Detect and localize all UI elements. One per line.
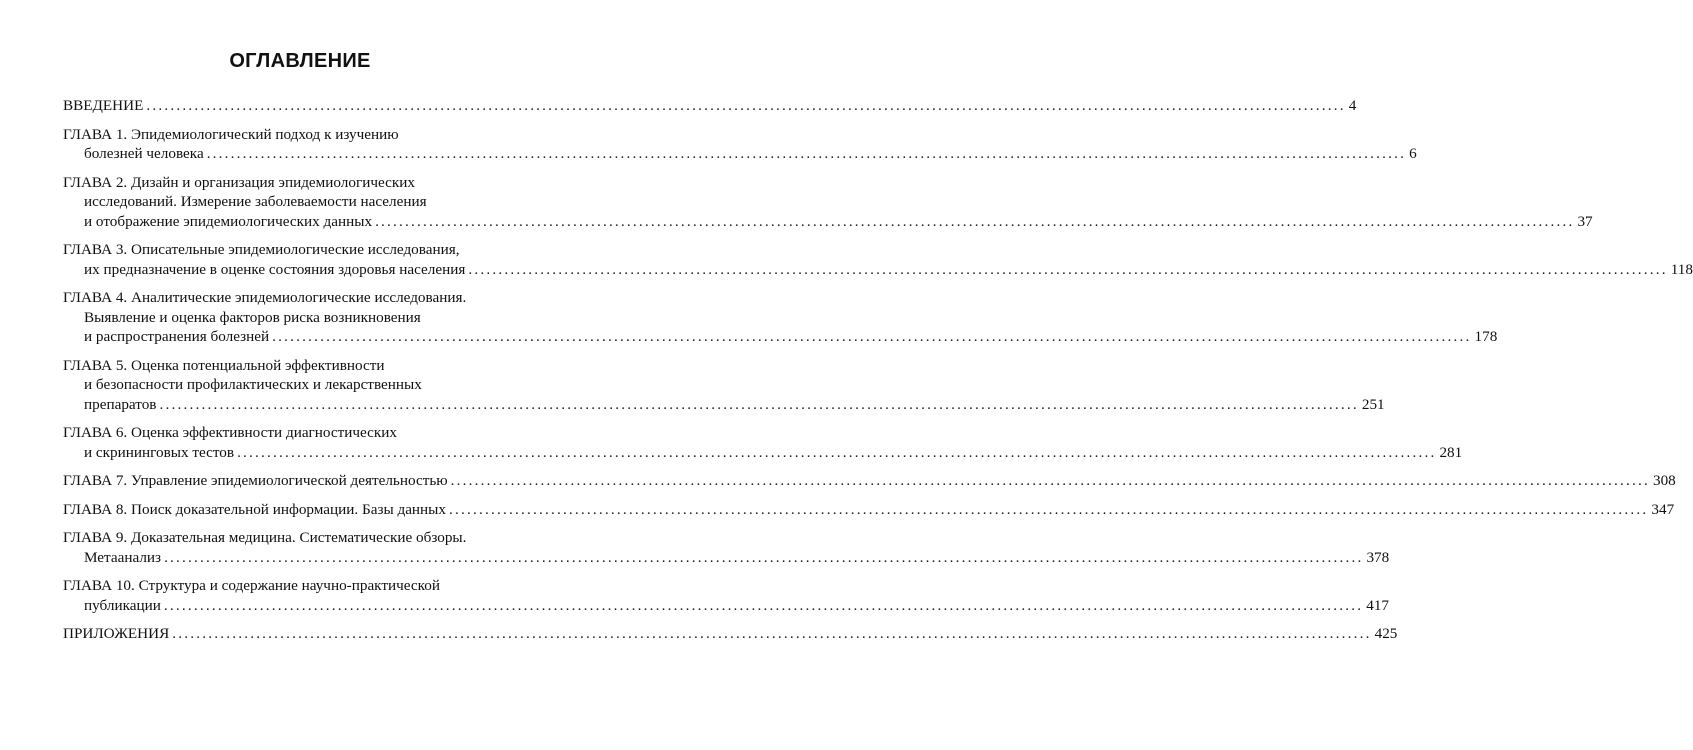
toc-entry [63, 624, 1398, 644]
toc-entry [63, 423, 1463, 462]
toc-line [63, 125, 518, 145]
toc-entry [63, 471, 1676, 491]
toc-entry [63, 576, 1390, 615]
toc-line [63, 260, 1693, 280]
dot-leader: ........................................................................................................................................................................................................ [272, 328, 1472, 345]
toc-entry [63, 528, 1390, 567]
dot-leader: ........................................................................................................................................................................................................ [449, 500, 1649, 518]
toc-line [63, 443, 1463, 463]
toc-line [63, 395, 1385, 415]
toc-page-number: 378 [1366, 548, 1390, 566]
toc-line-text: ГЛАВА 3. Описательные эпидемиологические исследования, [63, 241, 460, 258]
toc-line-text: ГЛАВА 8. Поиск доказательной информации. Базы данных [63, 500, 446, 518]
toc-page-number: 4 [1348, 97, 1357, 114]
dot-leader: ........................................................................................................................................................................................................ [468, 260, 1668, 278]
toc-line [63, 173, 518, 193]
dot-leader: ........................................................................................................................................................................................................ [163, 596, 1364, 614]
toc-line-text: ПРИЛОЖЕНИЯ [63, 625, 170, 642]
toc-page-number: 6 [1409, 145, 1417, 162]
toc-entry [63, 500, 1675, 520]
toc-entry [63, 125, 1417, 164]
toc-page-number: 251 [1361, 395, 1385, 413]
dot-leader: ........................................................................................................................................................................................................ [146, 97, 1346, 114]
dot-leader: ........................................................................................................................................................................................................ [164, 548, 1364, 566]
toc-line [63, 308, 518, 328]
toc-line [63, 356, 518, 376]
toc-line [63, 327, 1498, 347]
toc-line [63, 596, 1390, 616]
toc-line [63, 500, 1675, 520]
toc-line-text: ГЛАВА 6. Оценка эффективности диагностических [63, 424, 397, 441]
toc-line-text: ГЛАВА 4. Аналитические эпидемиологические исследования. [63, 289, 467, 306]
dot-leader: ........................................................................................................................................................................................................ [159, 395, 1359, 413]
toc-line [63, 144, 1417, 164]
toc-page-number: 118 [1670, 260, 1693, 278]
toc-line-text: ГЛАВА 5. Оценка потенциальной эффективности [63, 356, 385, 374]
toc-title: ОГЛАВЛЕНИЕ [229, 50, 371, 72]
toc-line-text: препаратов [84, 395, 157, 413]
toc-line-text: ВВЕДЕНИЕ [63, 97, 144, 114]
toc-page-number: 37 [1577, 212, 1593, 230]
toc-line-text: болезней человека [84, 145, 204, 162]
toc-page-number: 425 [1374, 625, 1398, 642]
toc-line-text: ГЛАВА 1. Эпидемиологический подход к изучению [63, 125, 399, 143]
toc-line-text: ГЛАВА 7. Управление эпидемиологической деятельностью [63, 472, 448, 489]
toc-line [63, 471, 1676, 491]
dot-leader: ........................................................................................................................................................................................................ [206, 145, 1407, 162]
dot-leader: ........................................................................................................................................................................................................ [237, 443, 1437, 461]
toc-line [63, 528, 518, 548]
toc-line [63, 240, 518, 260]
toc-line [63, 624, 1398, 644]
toc-line-text: и безопасности профилактических и лекарственных [84, 376, 422, 393]
toc-line-text: ГЛАВА 9. Доказательная медицина. Систематические обзоры. [63, 529, 467, 546]
toc-line-text: исследований. Измерение заболеваемости населения [84, 193, 427, 210]
toc-line [63, 375, 518, 395]
toc-page-number: 178 [1474, 328, 1498, 345]
table-of-contents [63, 96, 1693, 653]
toc-line-text: и скрининговых тестов [84, 443, 235, 461]
toc-line [63, 212, 1593, 232]
toc-page-number: 281 [1439, 443, 1463, 461]
toc-line [63, 576, 518, 596]
toc-line-text: ГЛАВА 10. Структура и содержание научно-практической [63, 577, 440, 594]
toc-line-text: публикации [84, 596, 161, 614]
toc-line-text: Метаанализ [84, 548, 162, 566]
toc-entry [63, 96, 1357, 116]
toc-page-number: 347 [1651, 500, 1675, 518]
toc-line [63, 192, 518, 212]
toc-line-text: Выявление и оценка факторов риска возникновения [84, 308, 421, 326]
toc-line [63, 96, 1357, 116]
toc-page-number: 417 [1366, 596, 1390, 614]
toc-entry [63, 288, 1498, 347]
toc-line-text: ГЛАВА 2. Дизайн и организация эпидемиологических [63, 173, 415, 191]
dot-leader: ........................................................................................................................................................................................................ [375, 212, 1575, 230]
toc-page-number: 308 [1652, 472, 1676, 489]
toc-entry [63, 240, 1693, 279]
toc-line-text: и отображение эпидемиологических данных [84, 212, 373, 230]
toc-line-text: их предназначение в оценке состояния здоровья населения [84, 260, 466, 278]
toc-entry [63, 173, 1593, 232]
toc-line [63, 288, 518, 308]
toc-line [63, 423, 518, 443]
toc-line-text: и распространения болезней [84, 328, 270, 345]
dot-leader: ........................................................................................................................................................................................................ [172, 625, 1372, 642]
toc-line [63, 548, 1390, 568]
toc-entry [63, 356, 1385, 415]
dot-leader: ........................................................................................................................................................................................................ [450, 472, 1650, 489]
